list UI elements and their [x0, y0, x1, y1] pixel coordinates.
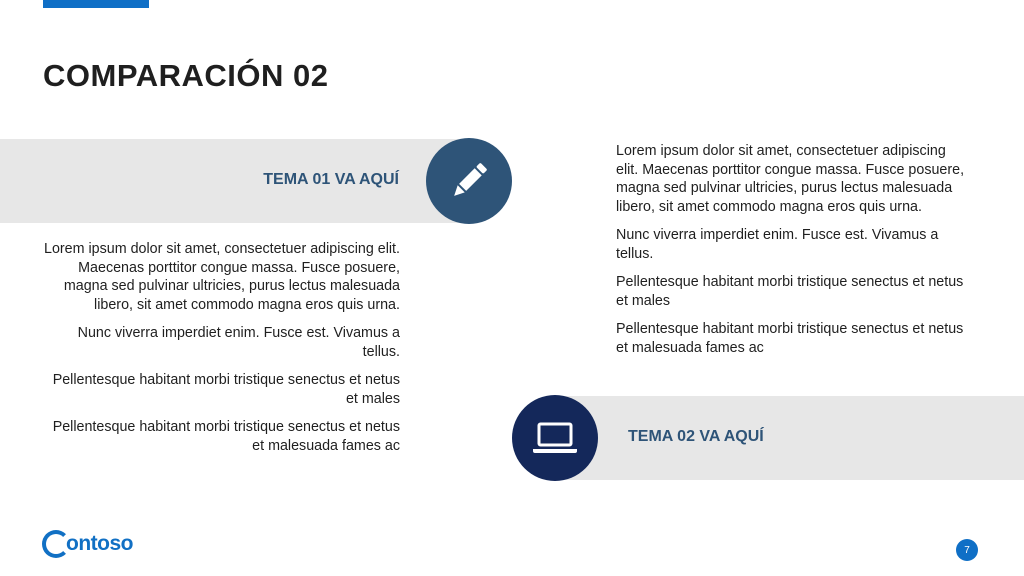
topic-1-text: [40, 240, 400, 465]
topic-2-icon-circle: [512, 395, 598, 481]
topic-1-icon-circle: [426, 138, 512, 224]
topic-1-paragraph: Pellentesque habitant morbi tristique senectus et netus et malesuada fames ac: [52, 419, 400, 454]
topic-2-paragraph: Lorem ipsum dolor sit amet, consectetuer adipiscing elit. Maecenas porttitor congue massa. Fusce posuere, magna sed pulvinar ultricies, purus lectus malesuada libero, sit amet commodo magna eros quis urna.: [616, 143, 965, 215]
logo-text: ontoso: [66, 532, 133, 555]
pencil-icon: [446, 158, 492, 204]
topic-2-paragraph: Nunc viverra imperdiet enim. Fusce est. Vivamus a tellus.: [616, 227, 939, 262]
topic-1-paragraph: Lorem ipsum dolor sit amet, consectetuer adipiscing elit. Maecenas porttitor congue massa. Fusce posuere, magna sed pulvinar ultricies, purus lectus malesuada libero, sit amet commodo magna eros quis urna.: [44, 241, 400, 313]
topic-1-paragraph: Nunc viverra imperdiet enim. Fusce est. Vivamus a tellus.: [77, 325, 400, 360]
topic-1-paragraph: Pellentesque habitant morbi tristique senectus et netus et males: [52, 372, 400, 407]
topic-2-text: [616, 142, 966, 367]
slide-title: COMPARACIÓN 02: [43, 58, 329, 93]
topic-2-band: [553, 396, 1024, 480]
topic-1-heading: TEMA 01 VA AQUÍ: [263, 171, 399, 188]
topic-2-paragraph: Pellentesque habitant morbi tristique senectus et netus et males: [616, 274, 964, 309]
laptop-icon: [530, 418, 580, 458]
topic-1-band: [0, 139, 470, 223]
page-number-badge: 7: [956, 539, 978, 561]
topic-2-paragraph: Pellentesque habitant morbi tristique senectus et netus et malesuada fames ac: [616, 321, 964, 356]
top-accent-bar: [43, 0, 149, 8]
topic-2-heading: TEMA 02 VA AQUÍ: [628, 428, 764, 445]
contoso-logo: [42, 527, 133, 561]
